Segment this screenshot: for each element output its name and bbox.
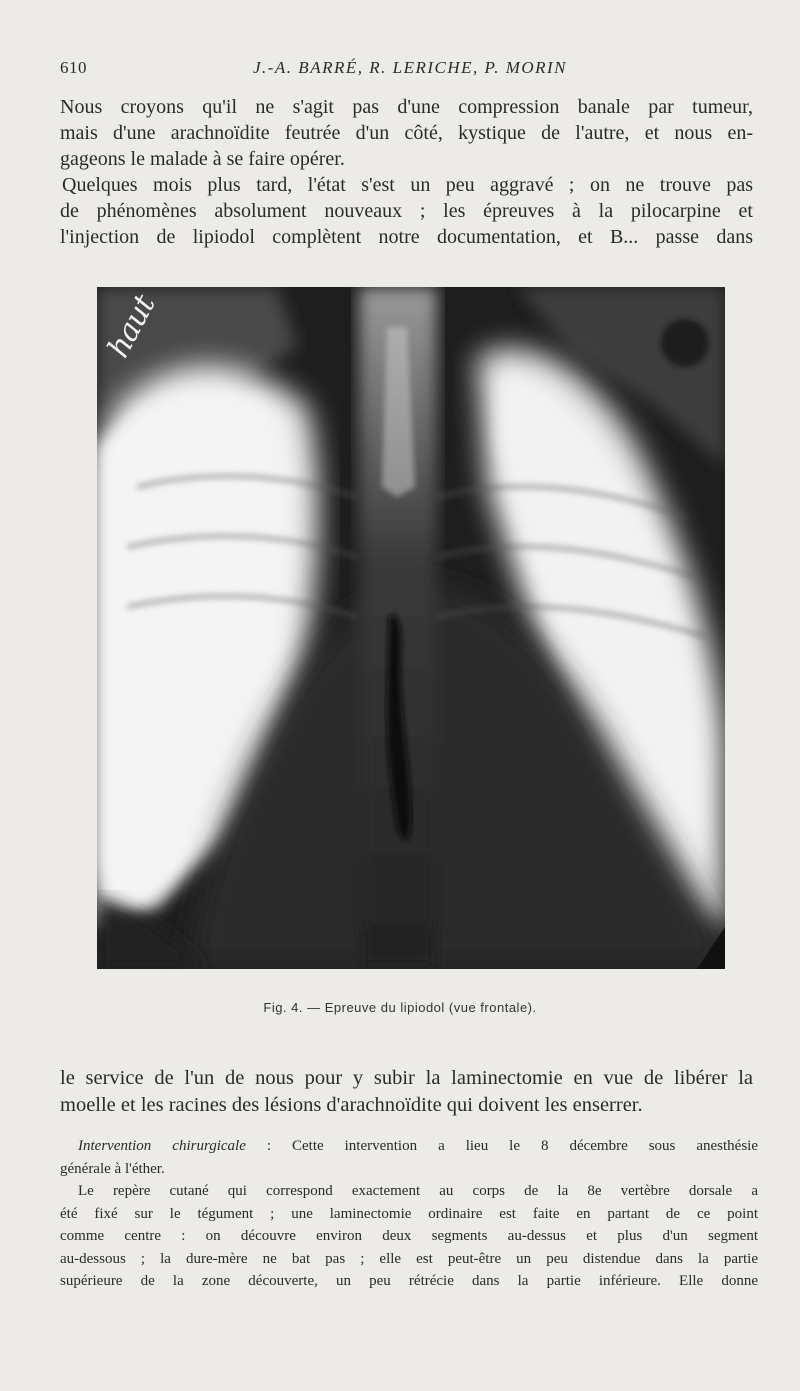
paragraph-3: [60, 1065, 753, 1119]
xray-figure: [97, 287, 725, 969]
text-line: [60, 1135, 758, 1158]
paragraph-2: [60, 172, 753, 250]
text-line: comme centre : on découvre environ deux segments au-dessus et plus d'un segment: [60, 1228, 758, 1244]
text-line: le service de l'un de nous pour y subir la laminectomie en vue de libérer la: [60, 1067, 753, 1089]
page-number: 610: [60, 58, 87, 77]
text-line: l'injection de lipiodol complètent notre documentation, et B... passe dans: [60, 226, 753, 248]
text-line: Nous croyons qu'il ne s'agit pas d'une compression banale par tumeur,: [60, 96, 753, 118]
paragraph-5: [60, 1180, 758, 1293]
text-line: générale à l'éther.: [60, 1160, 165, 1177]
text-line: Quelques mois plus tard, l'état s'est un peu aggravé ; on ne trouve pas: [62, 174, 753, 196]
figure-caption: Fig. 4. — Epreuve du lipiodol (vue frontale).: [263, 1000, 537, 1015]
text-line: supérieure de la zone découverte, un peu rétrécie dans la partie inférieure. Elle donne: [60, 1273, 758, 1289]
running-head: J.-A. BARRÉ, R. LERICHE, P. MORIN: [252, 58, 568, 77]
text-line: mais d'une arachnoïdite feutrée d'un côté, kystique de l'autre, et nous en-: [60, 122, 753, 144]
text-line: de phénomènes absolument nouveaux ; les épreuves à la pilocarpine et: [60, 200, 753, 222]
paragraph-1: [60, 94, 753, 172]
text-line: moelle et les racines des lésions d'arachnoïdite qui doivent les enserrer.: [60, 1094, 643, 1116]
text-line: gageons le malade à se faire opérer.: [60, 148, 345, 170]
section-lead: Intervention chirurgicale: [78, 1138, 246, 1154]
text-line: été fixé sur le tégument ; une laminectomie ordinaire est faite en partant de ce point: [60, 1205, 758, 1222]
paragraph-4: [60, 1135, 758, 1180]
xray-image: [97, 287, 725, 969]
text-line: au-dessous ; la dure-mère ne bat pas ; elle est peut-être un peu distendue dans la partie: [60, 1250, 758, 1267]
text-line: Le repère cutané qui correspond exactement au corps de la 8e vertèbre dorsale a: [78, 1183, 758, 1199]
handwritten-label: haut: [101, 289, 163, 364]
text-fragment: : Cette intervention a lieu le 8 décembre sous anesthésie: [245, 1138, 758, 1154]
